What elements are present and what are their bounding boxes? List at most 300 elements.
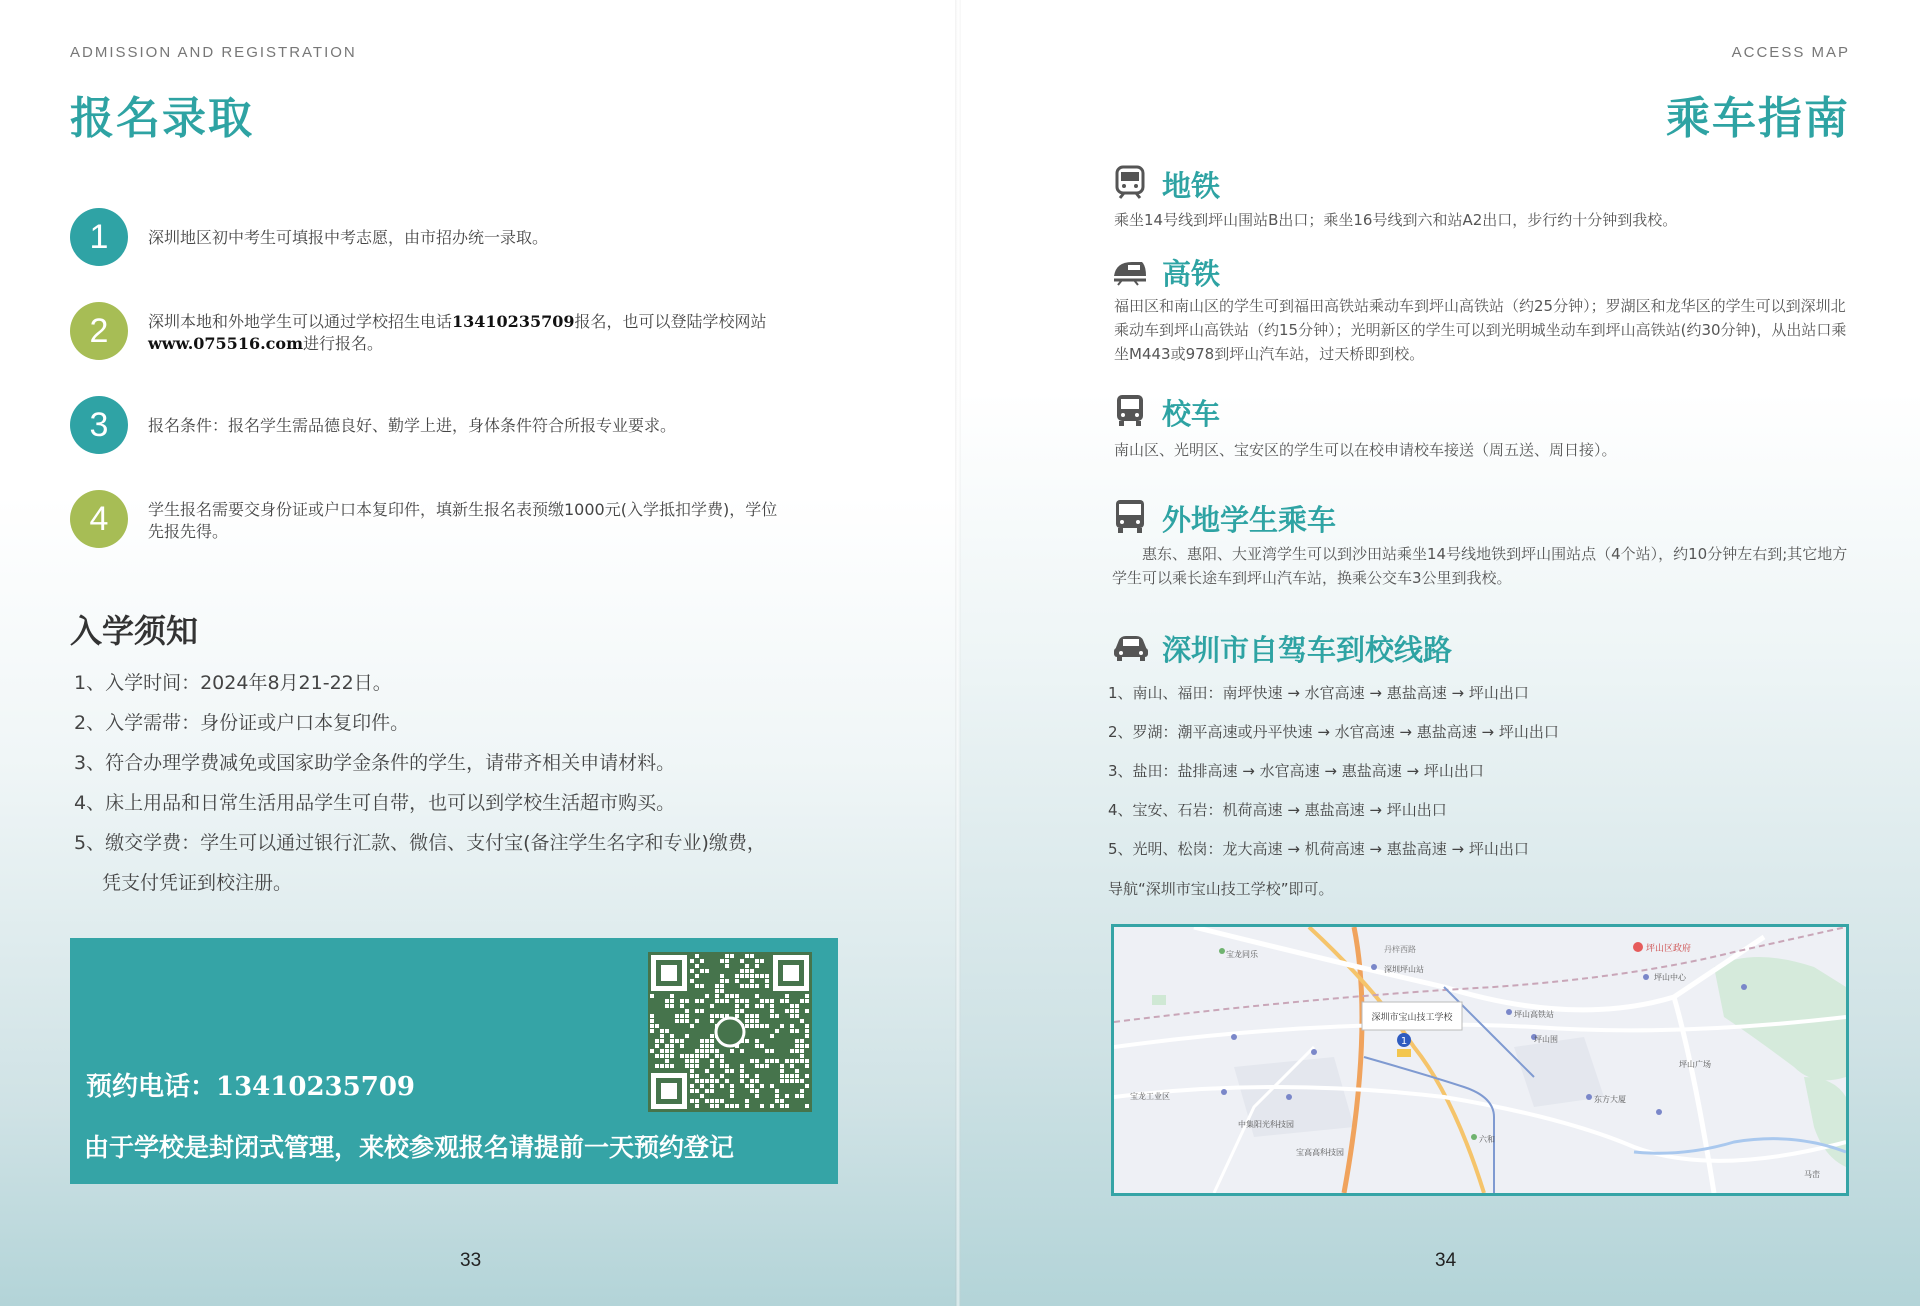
qr-module [670,1054,674,1058]
section-text: 乘坐14号线到坪山围站B出口；乘坐16号线到六和站A2出口，步行约十分钟到我校。 [1114,211,1678,229]
section-heading: 地铁 [1162,169,1221,203]
qr-module [760,1104,764,1108]
qr-module [745,974,749,978]
qr-module [655,1044,659,1048]
qr-module [685,1059,689,1063]
qr-module [730,1089,734,1093]
qr-module [800,1019,804,1023]
qr-module [670,1044,674,1048]
qr-module [660,1029,664,1033]
qr-module [695,1064,699,1068]
qr-module [735,1009,739,1013]
qr-finder [661,1083,677,1099]
qr-module [770,999,774,1003]
qr-module [700,1079,704,1083]
qr-module [655,1039,659,1043]
qr-module [695,954,699,958]
qr-module [700,959,704,963]
qr-module [740,984,744,988]
qr-module [690,959,694,963]
qr-module [695,984,699,988]
qr-module [800,1059,804,1063]
step-number: 2 [70,302,128,360]
qr-module [780,1064,784,1068]
wechat-logo-icon [716,1018,744,1046]
qr-module [700,1054,704,1058]
qr-module [710,1014,714,1018]
qr-module [755,994,759,998]
qr-module [710,1074,714,1078]
qr-module [700,1044,704,1048]
qr-module [785,1094,789,1098]
metro-icon [1112,164,1148,200]
bus-icon [1112,498,1148,534]
qr-module [750,1084,754,1088]
qr-module [685,1009,689,1013]
qr-module [740,1064,744,1068]
qr-module [755,959,759,963]
qr-module [710,1049,714,1053]
qr-module [650,1049,654,1053]
qr-module [795,1094,799,1098]
qr-module [665,1054,669,1058]
qr-module [695,1054,699,1058]
qr-module [695,1089,699,1093]
qr-module [735,999,739,1003]
qr-module [720,1064,724,1068]
qr-module [770,1104,774,1108]
qr-module [710,1059,714,1063]
qr-module [710,1004,714,1008]
map-label: 坪山区政府 [1646,944,1692,954]
route-item: 2、罗湖：潮平高速或丹平快速 → 水官高速 → 惠盐高速 → 坪山出口 [1108,723,1559,741]
qr-module [775,1059,779,1063]
qr-module [765,974,769,978]
qr-module [745,984,749,988]
qr-module [720,984,724,988]
qr-module [695,974,699,978]
qr-module [760,974,764,978]
qr-module [690,1059,694,1063]
qr-module [805,994,809,998]
website-link[interactable]: www.075516.com [148,334,303,353]
qr-module [720,959,724,963]
route-item: 1、南山、福田：南坪快速 → 水官高速 → 惠盐高速 → 坪山出口 [1108,684,1529,702]
qr-module [715,984,719,988]
qr-module [805,1034,809,1038]
qr-module [785,994,789,998]
section-heading: 入学须知 [70,612,199,650]
qr-module [735,1004,739,1008]
qr-module [755,1089,759,1093]
qr-module [685,1034,689,1038]
qr-module [710,1064,714,1068]
qr-module [795,1069,799,1073]
qr-module [800,1079,804,1083]
qr-module [755,1004,759,1008]
qr-module [650,1014,654,1018]
qr-module [755,1024,759,1028]
qr-module [785,1009,789,1013]
qr-module [695,1059,699,1063]
qr-module [695,1099,699,1103]
qr-module [700,999,704,1003]
qr-module [740,959,744,963]
qr-module [720,1054,724,1058]
qr-module [685,1019,689,1023]
map-drawing [1114,927,1846,1193]
qr-module [745,1019,749,1023]
qr-module [690,1064,694,1068]
qr-module [690,1054,694,1058]
qr-module [795,1004,799,1008]
qr-module [800,1089,804,1093]
qr-module [790,1024,794,1028]
qr-module [740,999,744,1003]
qr-module [755,1094,759,1098]
section-heading: 校车 [1162,397,1221,431]
qr-module [705,1044,709,1048]
qr-module [785,1104,789,1108]
qr-module [665,999,669,1003]
qr-module [660,1049,664,1053]
qr-module [720,1099,724,1103]
qr-module [700,984,704,988]
qr-module [775,1099,779,1103]
qr-module [745,1004,749,1008]
map-label: 东方大厦 [1594,1095,1626,1104]
qr-module [740,1079,744,1083]
qr-module [755,1014,759,1018]
qr-module [710,1044,714,1048]
qr-module [745,1024,749,1028]
qr-module [695,1009,699,1013]
qr-module [700,1084,704,1088]
page-number: 33 [460,1250,482,1271]
qr-module [710,1099,714,1103]
qr-module [755,974,759,978]
section-heading: 高铁 [1162,257,1221,291]
step-text: 深圳地区初中考生可填报中考志愿，由市招办统一录取。 [148,228,549,247]
page-left [0,0,958,1306]
qr-module [735,994,739,998]
qr-module [715,994,719,998]
qr-module [800,1049,804,1053]
qr-module [690,1074,694,1078]
qr-module [750,1024,754,1028]
appointment-phone: 预约电话：13410235709 [86,1072,415,1102]
qr-module [725,994,729,998]
qr-module [655,1064,659,1068]
qr-module [720,1014,724,1018]
qr-module [660,1034,664,1038]
qr-module [745,964,749,968]
qr-module [770,1014,774,1018]
notice-item: 凭支付凭证到校注册。 [102,872,293,894]
qr-module [665,1004,669,1008]
qr-module [755,1044,759,1048]
qr-module [650,994,654,998]
qr-module [765,984,769,988]
qr-module [695,1019,699,1023]
qr-module [760,1064,764,1068]
map-pin [1633,942,1643,952]
location-map[interactable] [1111,924,1849,1196]
qr-module [705,1054,709,1058]
appointment-banner [70,938,838,1184]
qr-module [765,1064,769,1068]
notice-item: 5、缴交学费：学生可以通过银行汇款、微信、支付宝(备注学生名字和专业)缴费， [74,832,766,854]
qr-module [680,1039,684,1043]
section-heading: 外地学生乘车 [1162,503,1337,537]
qr-module [730,954,734,958]
page-number: 34 [1435,1250,1457,1271]
qr-module [705,969,709,973]
qr-module [700,1094,704,1098]
qr-module [660,1054,664,1058]
qr-module [770,1059,774,1063]
step-number: 4 [70,490,128,548]
section-label: ADMISSION AND REGISTRATION [70,44,357,61]
qr-module [710,1079,714,1083]
qr-module [780,1069,784,1073]
page-title: 乘车指南 [1666,93,1850,144]
qr-module [785,1059,789,1063]
qr-module [745,1014,749,1018]
qr-module [745,1084,749,1088]
qr-module [765,1024,769,1028]
notice-item: 3、符合办理学费减免或国家助学金条件的学生，请带齐相关申请材料。 [74,752,676,774]
qr-module [650,1019,654,1023]
qr-module [790,1014,794,1018]
map-label: 中集阳光科技园 [1238,1120,1294,1129]
qr-module [795,1079,799,1083]
step-number: 3 [70,396,128,454]
qr-module [720,979,724,983]
qr-module [675,1014,679,1018]
qr-module [805,1044,809,1048]
qr-module [715,989,719,993]
qr-module [755,1019,759,1023]
qr-module [755,1064,759,1068]
qr-module [775,1094,779,1098]
qr-module [750,979,754,983]
page-title: 报名录取 [70,93,254,144]
section-text: 福田区和南山区的学生可到福田高铁站乘动车到坪山高铁站（约25分钟）；罗湖区和龙华区的学生可以到深圳北乘动车到坪山高铁站（约15分钟）；光明新区的学生可以到光明城坐动车到坪山高铁站(约30分钟)，从出站口乘坐M443或978到坪山汽车站，过天桥即到校。 [1114,297,1847,363]
qr-module [705,1039,709,1043]
qr-module [795,1009,799,1013]
qr-module [655,1024,659,1028]
route-item: 5、光明、松岗：龙大高速 → 机荷高速 → 惠盐高速 → 坪山出口 [1108,840,1529,858]
qr-module [765,1059,769,1063]
qr-module [760,1084,764,1088]
qr-module [735,1104,739,1108]
qr-module [650,1024,654,1028]
qr-module [725,1064,729,1068]
qr-module [750,969,754,973]
qr-module [780,1104,784,1108]
qr-module [710,1089,714,1093]
map-label: 坪山广场 [1679,1060,1711,1069]
phone-number: 13410235709 [452,312,575,331]
qr-module [670,1064,674,1068]
qr-module [680,1054,684,1058]
qr-module [755,1059,759,1063]
qr-module [665,1049,669,1053]
qr-module [660,1064,664,1068]
qr-module [750,1089,754,1093]
step-text [148,311,828,355]
qr-module [790,1059,794,1063]
qr-module [685,999,689,1003]
qr-finder [783,965,799,981]
qr-module [795,1029,799,1033]
qr-module [785,1079,789,1083]
qr-module [725,1104,729,1108]
qr-module [750,984,754,988]
qr-module [800,1039,804,1043]
qr-module [765,1049,769,1053]
qr-module [690,969,694,973]
qr-module [695,1079,699,1083]
qr-module [705,1069,709,1073]
step-text-part: 深圳本地和外地学生可以通过学校招生电话 [148,312,453,331]
qr-module [760,1004,764,1008]
qr-module [715,1079,719,1083]
qr-module [670,994,674,998]
qr-pattern [648,952,812,1112]
qr-module [715,1054,719,1058]
qr-module [750,1019,754,1023]
qr-module [740,1069,744,1073]
qr-module [790,1004,794,1008]
qr-module [805,1074,809,1078]
qr-module [800,1054,804,1058]
qr-module [760,1044,764,1048]
qr-module [805,1059,809,1063]
qr-module [775,1089,779,1093]
qr-module [695,1049,699,1053]
qr-module [755,1079,759,1083]
map-label: 坪山围 [1534,1035,1558,1044]
qr-module [780,1099,784,1103]
qr-module [715,999,719,1003]
qr-module [785,1074,789,1078]
qr-module [665,1064,669,1068]
qr-finder [661,965,677,981]
qr-module [730,1094,734,1098]
qr-module [745,969,749,973]
qr-module [780,1024,784,1028]
qr-module [780,1074,784,1078]
qr-module [670,1049,674,1053]
qr-module [775,1029,779,1033]
qr-module [750,954,754,958]
qr-module [685,1014,689,1018]
qr-module [730,994,734,998]
qr-module [725,999,729,1003]
qr-module [665,1029,669,1033]
step-text: 报名条件：报名学生需品德良好、勤学上进，身体条件符合所报专业要求。 [148,416,677,435]
step-number: 1 [70,208,128,266]
qr-module [735,1014,739,1018]
qr-module [775,1014,779,1018]
qr-module [730,1104,734,1108]
qr-module [770,1004,774,1008]
qr-module [720,1059,724,1063]
qr-module [725,954,729,958]
qr-module [745,1104,749,1108]
qr-module [800,1094,804,1098]
qr-module [715,1049,719,1053]
qr-module [805,1064,809,1068]
qr-module [725,959,729,963]
qr-module [705,1079,709,1083]
qr-module [750,1059,754,1063]
qr-module [740,974,744,978]
route-item: 3、盐田：盐排高速 → 水官高速 → 惠盐高速 → 坪山出口 [1108,762,1484,780]
qr-module [785,999,789,1003]
qr-module [745,1074,749,1078]
qr-module [670,1004,674,1008]
qr-module [750,1014,754,1018]
qr-module [720,999,724,1003]
map-marker-number: 1 [1400,1036,1408,1047]
qr-module [755,1074,759,1078]
qr-module [760,1024,764,1028]
qr-module [790,1074,794,1078]
qr-module [730,1049,734,1053]
qr-module [670,1034,674,1038]
qr-module [720,989,724,993]
qr-module [690,1069,694,1073]
appointment-note: 由于学校是封闭式管理，来校参观报名请提前一天预约登记 [84,1133,735,1162]
wechat-qr-code [648,952,812,1112]
section-text: 惠东、惠阳、大亚湾学生可以到沙田站乘坐14号线地铁到坪山围站点（4个站），约10分钟左右到;其它地方学生可以乘长途车到坪山汽车站，换乘公交车3公里到我校。 [1112,545,1848,587]
qr-module [700,969,704,973]
qr-module [695,999,699,1003]
qr-module [725,979,729,983]
qr-module [790,1009,794,1013]
qr-module [675,1039,679,1043]
map-label: 宝龙同乐 [1226,950,1258,959]
qr-module [750,974,754,978]
notice-item: 1、入学时间：2024年8月21-22日。 [74,672,392,694]
qr-module [680,1044,684,1048]
qr-module [800,999,804,1003]
section-label: ACCESS MAP [1731,44,1850,61]
qr-module [755,984,759,988]
qr-module [760,959,764,963]
qr-module [760,999,764,1003]
qr-module [695,964,699,968]
map-label: 宝龙工业区 [1130,1092,1170,1101]
qr-module [795,1039,799,1043]
qr-module [710,1039,714,1043]
qr-module [795,1059,799,1063]
qr-module [790,1064,794,1068]
map-label: 宝高高科技园 [1296,1148,1344,1157]
qr-module [780,999,784,1003]
qr-module [790,1049,794,1053]
qr-module [680,999,684,1003]
qr-module [790,1079,794,1083]
qr-module [710,1104,714,1108]
qr-module [745,1099,749,1103]
qr-module [770,1049,774,1053]
step-text: 学生报名需要交身份证或户口本复印件，填新生报名表预缴1000元(入学抵扣学费)，学位先报先得。 [148,500,778,541]
qr-module [715,1014,719,1018]
